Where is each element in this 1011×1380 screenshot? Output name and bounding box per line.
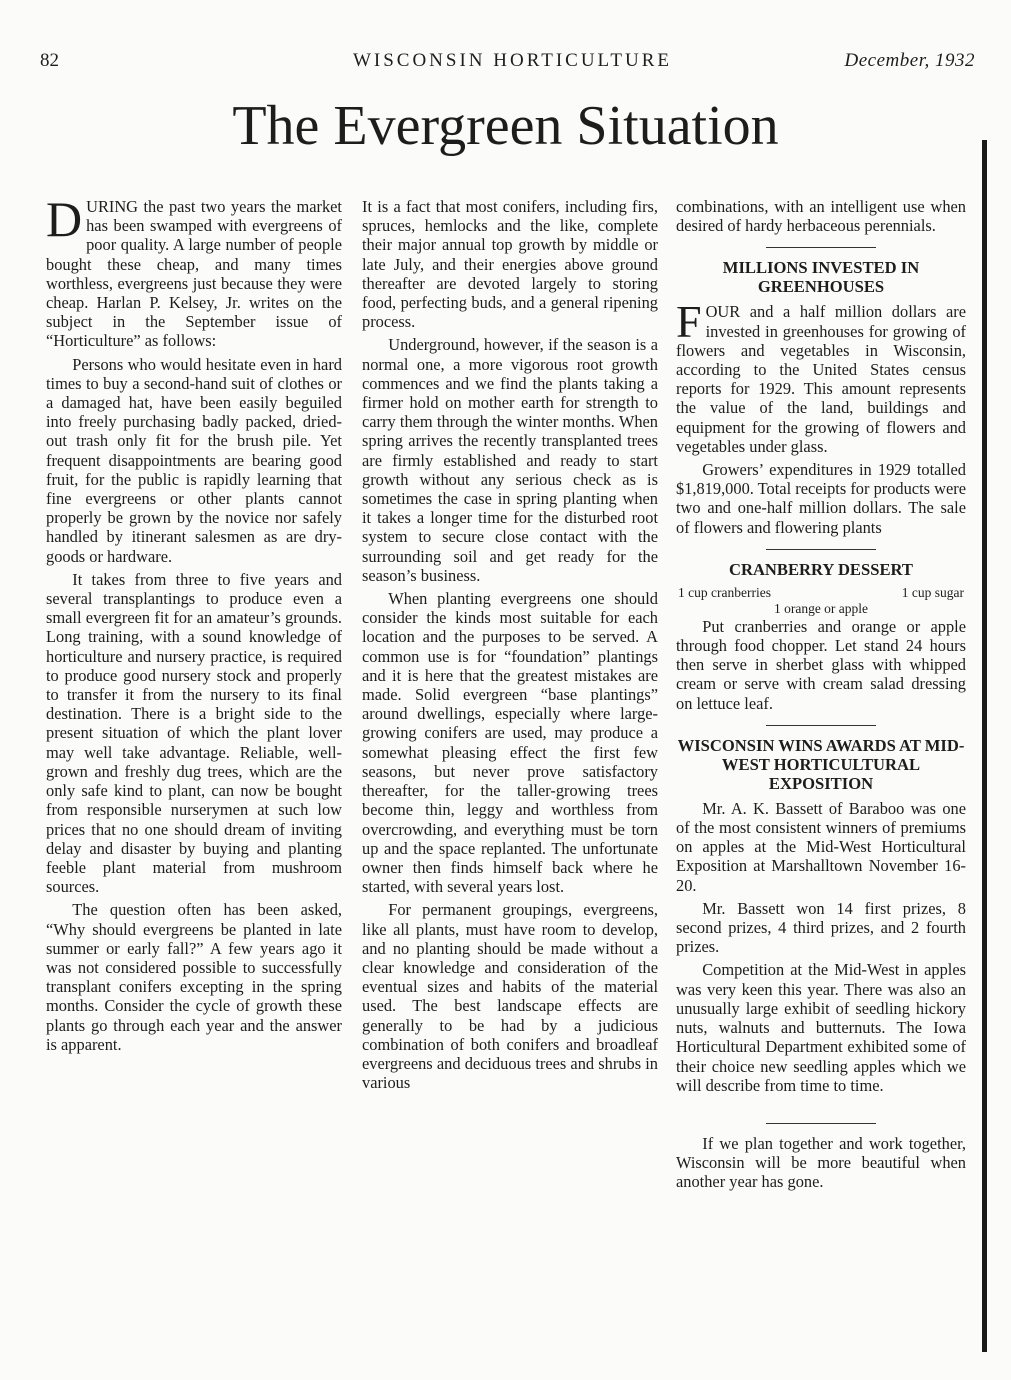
article-continuation: combinations, with an intelligent use when desired of hardy herbaceous perennials. bbox=[676, 197, 966, 236]
section-divider bbox=[766, 247, 876, 248]
section-heading-greenhouses: MILLIONS INVESTED IN GREENHOUSES bbox=[722, 258, 920, 297]
article-paragraph: It is a fact that most conifers, including firs, spruces, hemlocks and the like, complete their major annual top growth by middle or late July, and their energies above ground thereafter are devoted largely to storing food, perfecting buds, and a general ripening process. bbox=[362, 197, 658, 332]
drop-cap: D bbox=[46, 191, 83, 247]
section-divider bbox=[766, 549, 876, 550]
awards-paragraph: Mr. Bassett won 14 first prizes, 8 second prizes, 4 third prizes, and 2 fourth prizes. bbox=[676, 898, 966, 957]
article-paragraph: When planting evergreens one should consider the kinds most suitable for each location and the purposes to be served. A common use is for “foundation” plantings and it is here that the greatest mistakes are made. Solid evergreen “base plantings” around dwellings, especially where large-growing conifers are used, may produce a somewhat pleasing effect the first few seasons, but never prove satisfactory thereafter, for the taller-growing trees become thin, leggy and worthless from overcrowding, and everything must be torn up and the space replanted. The unfortunate owner then finds himself back where he started, with several years lost. bbox=[362, 589, 658, 897]
section-divider bbox=[766, 1123, 876, 1124]
greenhouse-paragraph: FOUR and a half million dollars are invested in greenhouses for growing of flowers and vegetables in Wisconsin, according to the United States census reports for 1929. This amount represents the value of the land, buildings and equipment for the growing of flowers and vegetables under glass. bbox=[676, 296, 966, 456]
recipe-paragraph: Put cranberries and orange or apple through food chopper. Let stand 24 hours then serve in sherbet glass with whipped cream or serve with cream salad dressing on lettuce leaf. bbox=[676, 616, 966, 713]
article-paragraph: The question often has been asked, “Why should evergreens be planted in late summer or early fall?” A few years ago it was not considered possible to successfully transplant conifers excepting in the spring months. Consider the cycle of growth these plants go through each year and the answer is apparent. bbox=[46, 900, 342, 1054]
running-header bbox=[40, 50, 985, 80]
drop-cap: F bbox=[676, 296, 702, 348]
column-2 bbox=[362, 197, 658, 1092]
journal-name: WISCONSIN HORTICULTURE bbox=[352, 50, 673, 71]
ingredient: 1 orange or apple bbox=[773, 600, 869, 616]
article-paragraph: DURING the past two years the market has been swamped with evergreens of poor quality. A large number of people bought these cheap, and many times worthless, evergreens just because they were cheap. Harlan P. Kelsey, Jr. writes on the subject in the September issue of “Horticulture” as follows: bbox=[46, 191, 342, 351]
closing-paragraph: If we plan together and work together, Wisconsin will be more beautiful when another year has gone. bbox=[676, 1133, 966, 1192]
page-number: 82 bbox=[40, 50, 59, 71]
awards-paragraph: Mr. A. K. Bassett of Baraboo was one of the most consistent winners of premiums on apples at the Mid-West Horticultural Exposition at Marshalltown November 16-20. bbox=[676, 798, 966, 895]
recipe-ingredients bbox=[676, 585, 966, 617]
section-heading-awards: WISCONSIN WINS AWARDS AT MID-WEST HORTICULTURAL EXPOSITION bbox=[677, 735, 965, 793]
article-title: The Evergreen Situation bbox=[232, 95, 779, 157]
quoted-paragraph: Persons who would hesitate even in hard times to buy a second-hand suit of clothes or a damaged hat, have been easily beguiled into freely purchasing badly packed, dried-out trash only fit for the brush pile. Yet frequent disappointments are bearing good fruit, for the public is rapidly learning that fine evergreens or other plants cannot properly be grown by the novice nor safely handled by itinerant salesmen as are dry-goods or hardware. bbox=[46, 354, 342, 566]
section-heading-cranberry: CRANBERRY DESSERT bbox=[728, 559, 913, 579]
page-edge-rule bbox=[982, 140, 987, 1352]
column-3 bbox=[676, 197, 966, 1192]
ingredient: 1 cup cranberries bbox=[678, 584, 771, 600]
section-divider bbox=[766, 725, 876, 726]
article-paragraph: For permanent groupings, evergreens, like all plants, must have room to develop, and no planting should be made without a clear knowledge and consideration of the eventual sizes and habits of the material used. The best landscape effects are generally to be had by a judicious combination of both conifers and broadleaf evergreens and deciduous trees and shrubs in various bbox=[362, 900, 658, 1093]
article-paragraph: Underground, however, if the season is a normal one, a more vigorous root growth commences and we find the plants taking a firmer hold on mother earth for strength to carry them through the winter months. When spring arrives the recently transplanted trees are firmly established and ready to start growth without any serious check as is sometimes the case in spring planting when it takes a longer time for the disturbed root system to secure close contact with the surrounding soil and get ready for the season’s business. bbox=[362, 335, 658, 585]
column-1 bbox=[46, 191, 342, 1054]
greenhouse-paragraph: Growers’ expenditures in 1929 totalled $1,819,000. Total receipts for products were two and one-half million dollars. The sale of flowers and flowering plants bbox=[676, 460, 966, 537]
issue-date: December, 1932 bbox=[844, 50, 975, 71]
ingredient: 1 cup sugar bbox=[901, 584, 964, 600]
awards-paragraph: Competition at the Mid-West in apples was very keen this year. There was also an unusually large exhibit of seedling hickory nuts, walnuts and butternuts. The Iowa Horticultural Department exhibited some of their choice new seedling apples which we will describe from time to time. bbox=[676, 960, 966, 1095]
article-paragraph: It takes from three to five years and several transplantings to produce even a small evergreen fit for an amateur’s grounds. Long training, with a sound knowledge of horticulture and nursery practice, is required to produce good nursery stock and properly to transfer it from the nursery to its final destination. There is a bright side to the present situation of which the plant lover may well take advantage. Reliable, well-grown and freshly dug trees, which are the only safe kind to plant, can now be bought from responsible nurserymen at such low prices that no one should dream of inviting delay and disaster by buying and planting feeble plant material from mushroom sources. bbox=[46, 569, 342, 897]
